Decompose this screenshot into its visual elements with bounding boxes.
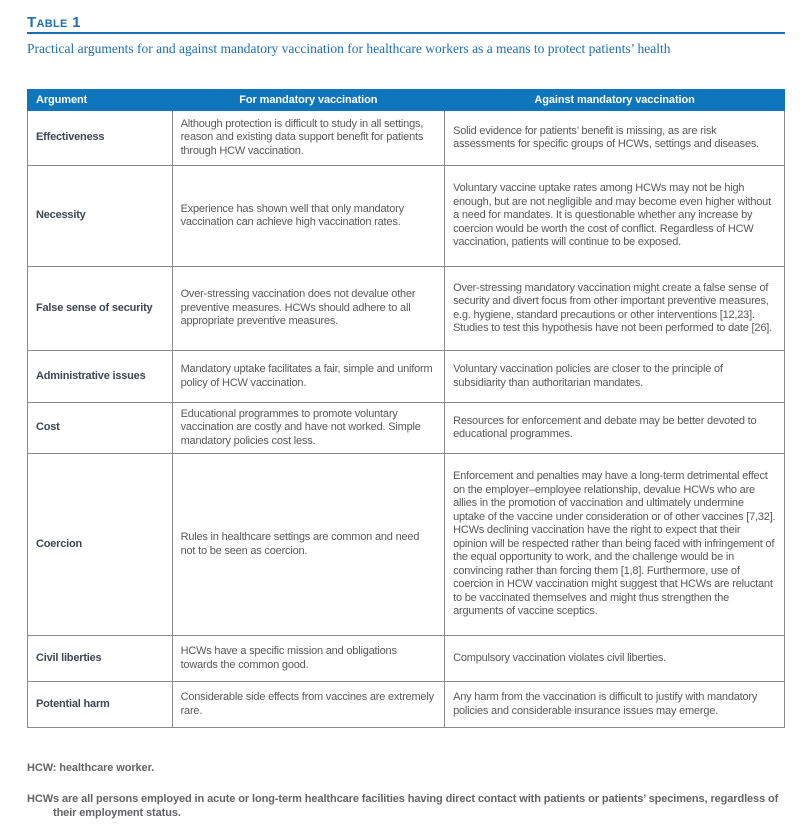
table-label: Table 1 xyxy=(27,14,785,34)
argument-cell: Coercion xyxy=(28,454,173,636)
column-header-against: Against mandatory vaccination xyxy=(445,90,785,111)
footnote-hcw-scope: HCWs are all persons employed in acute or long-term healthcare facilities having direct contact with patients or patients’ specimens, regardless of their employment status. xyxy=(27,793,779,819)
footnote-hcw-definition: HCW: healthcare worker. xyxy=(27,762,155,774)
for-cell: Over-stressing vaccination does not devalue other preventive measures. HCWs should adhere to all appropriate preventive measures. xyxy=(172,267,445,351)
argument-cell: Administrative issues xyxy=(28,351,173,403)
table-header-row xyxy=(28,90,785,111)
against-cell: Voluntary vaccine uptake rates among HCWs may not be high enough, but are not negligible and may become even higher without a need for mandates. It is questionable whether any increase by coercion would be worth the cost of conflict. Regardless of HCW vaccination, patients will continue to be exposed. xyxy=(445,166,785,267)
for-cell: Rules in healthcare settings are common and need not to be seen as coercion. xyxy=(172,454,445,636)
for-cell: Experience has shown well that only mandatory vaccination can achieve high vaccination rates. xyxy=(172,166,445,267)
table-row-administrative-issues xyxy=(28,351,785,403)
against-cell: Over-stressing mandatory vaccination might create a false sense of security and divert focus from other important preventive measures, e.g. hygiene, standard precautions or other interventions [12,23]. Studies to test this hypothesis have not been performed to date [26]. xyxy=(445,267,785,351)
table-row-coercion xyxy=(28,454,785,636)
argument-cell: Necessity xyxy=(28,166,173,267)
argument-cell: Potential harm xyxy=(28,682,173,728)
footnotes xyxy=(27,761,785,820)
against-cell: Voluntary vaccination policies are closer to the principle of subsidiarity than authoritarian mandates. xyxy=(445,351,785,403)
against-cell: Enforcement and penalties may have a long-term detrimental effect on the employer–employee relationship, devalue HCWs who are allies in the promotion of vaccination and ultimately undermine uptake of the vaccine under consideration or of other vaccines [7,32]. HCWs declining vaccination have the right to expect that their opinion will be respected rather than being faced with infringement of the equal opportunity to work, and the challenge would be in convincing rather than forcing them [1,8]. Furthermore, use of coercion in HCW vaccination might suggest that HCWs are reluctant to be vaccinated themselves and might thus strengthen the arguments of vaccine sceptics. xyxy=(445,454,785,636)
table-row-effectiveness xyxy=(28,111,785,166)
arguments-table xyxy=(27,89,785,728)
table-title: Practical arguments for and against mandatory vaccination for healthcare workers as a means to protect patients’ health xyxy=(27,41,671,56)
argument-cell: False sense of security xyxy=(28,267,173,351)
table-row-cost xyxy=(28,403,785,454)
column-header-argument: Argument xyxy=(28,90,173,111)
argument-cell: Effectiveness xyxy=(28,111,173,166)
table-row-necessity xyxy=(28,166,785,267)
for-cell: Educational programmes to promote voluntary vaccination are costly and have not worked. Simple mandatory policies cost less. xyxy=(172,403,445,454)
column-header-for: For mandatory vaccination xyxy=(172,90,445,111)
for-cell: Although protection is difficult to study in all settings, reason and existing data support benefit for patients through HCW vaccination. xyxy=(172,111,445,166)
against-cell: Any harm from the vaccination is difficult to justify with mandatory policies and considerable insurance issues may emerge. xyxy=(445,682,785,728)
argument-cell: Cost xyxy=(28,403,173,454)
for-cell: Considerable side effects from vaccines are extremely rare. xyxy=(172,682,445,728)
against-cell: Resources for enforcement and debate may be better devoted to educational programmes. xyxy=(445,403,785,454)
table-row-civil-liberties xyxy=(28,636,785,682)
argument-cell: Civil liberties xyxy=(28,636,173,682)
for-cell: Mandatory uptake facilitates a fair, simple and uniform policy of HCW vaccination. xyxy=(172,351,445,403)
table-row-false-sense-of-security xyxy=(28,267,785,351)
table-row-potential-harm xyxy=(28,682,785,728)
against-cell: Solid evidence for patients’ benefit is missing, as are risk assessments for specific groups of HCWs, settings and diseases. xyxy=(445,111,785,166)
for-cell: HCWs have a specific mission and obligations towards the common good. xyxy=(172,636,445,682)
against-cell: Compulsory vaccination violates civil liberties. xyxy=(445,636,785,682)
